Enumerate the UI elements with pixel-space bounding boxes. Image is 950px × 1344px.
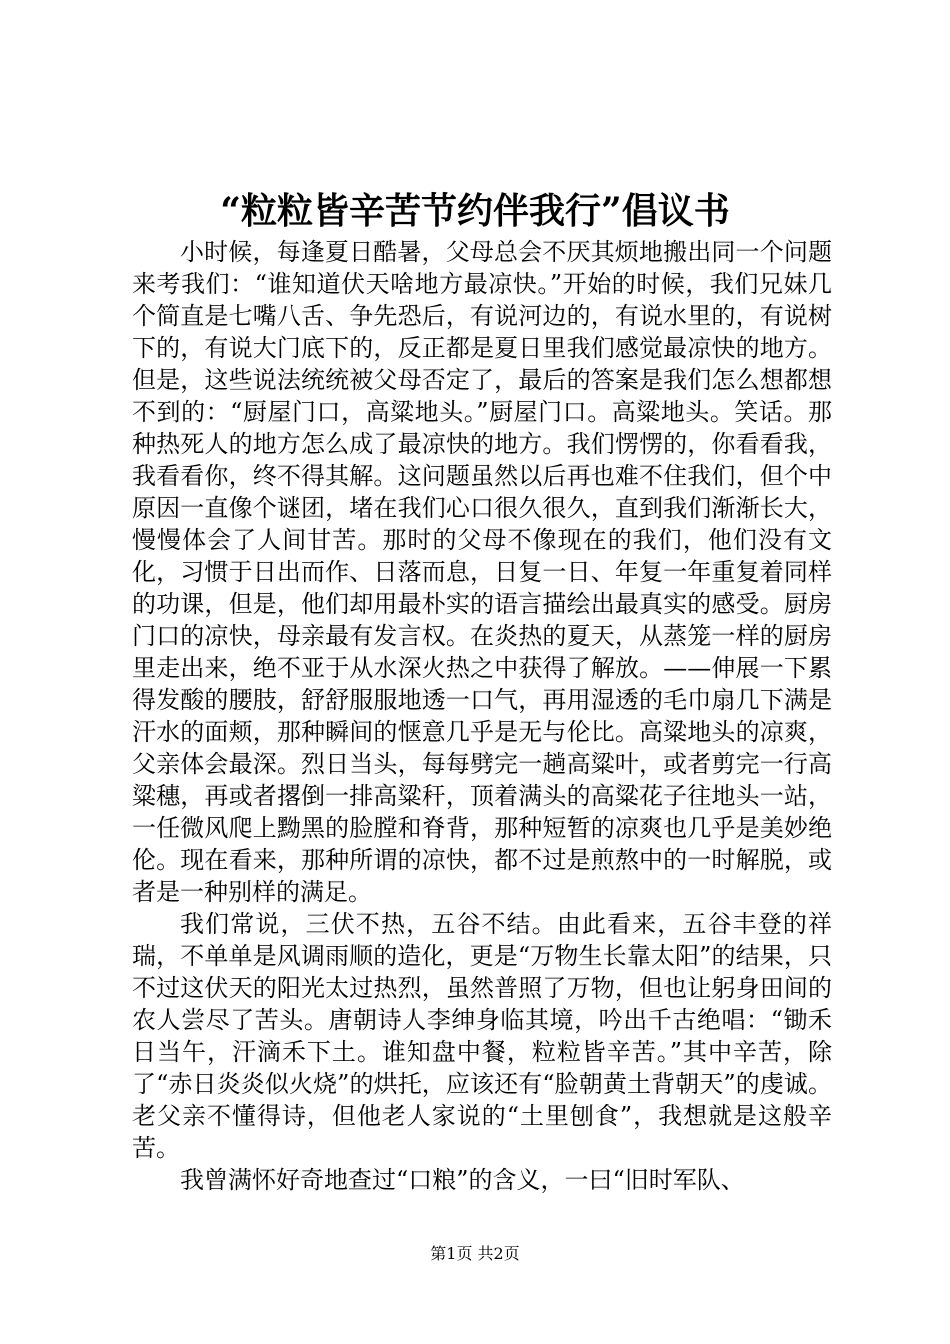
paragraph-1: 小时候，每逢夏日酷暑，父母总会不厌其烦地搬出同一个问题来考我们：“谁知道伏天啥地方最凉快。”开始的时候，我们兄妹几个简直是七嘴八舌、争先恐后，有说河边的，有说水里的，有说树下的，有说大门底下的，反正都是夏日里我们感觉最凉快的地方。但是，这些说法统统被父母否定了，最后的答案是我们怎么想都想不到的：“厨屋门口，高粱地头。”厨屋门口。高粱地头。笑话。那种热死人的地方怎么成了最凉快的地方。我们愣愣的，你看看我，我看看你，终不得其解。这问题虽然以后再也难不住我们，但个中原因一直像个谜团，堵在我们心口很久很久，直到我们渐渐长大，慢慢体会了人间甘苦。那时的父母不像现在的我们，他们没有文化，习惯于日出而作、日落而息，日复一日、年复一年重复着同样的功课，但是，他们却用最朴实的语言描绘出最真实的感受。厨房门口的凉快，母亲最有发言权。在炎热的夏天，从蒸笼一样的厨房里走出来，绝不亚于从水深火热之中获得了解放。——伸展一下累得发酸的腰肢，舒舒服服地透一口气，再用湿透的毛巾扇几下满是汗水的面颊，那种瞬间的惬意几乎是无与伦比。高粱地头的凉爽，父亲体会最深。烈日当头，每每劈完一趟高粱叶，或者剪完一行高粱穗，再或者撂倒一排高粱秆，顶着满头的高粱花子往地头一站，一任微风爬上黝黑的脸膛和脊背，那种短暂的凉爽也几乎是美妙绝伦。现在看来，那种所谓的凉快，都不过是煎熬中的一时解脱，或者是一种别样的满足。 [132,238,832,906]
paragraph-3: 我曾满怀好奇地查过“口粮”的含义，一曰“旧时军队、 [180,1166,745,1194]
page-footer [0,1244,950,1264]
paragraph-2: 我们常说，三伏不热，五谷不结。由此看来，五谷丰登的祥瑞，不单单是风调雨顺的造化，更是“万物生长靠太阳”的结果，只不过这伏天的阳光太过热烈，虽然普照了万物，但也让躬身田间的农人尝尽了苦头。唐朝诗人李绅身临其境，吟出千古绝唱：“锄禾日当午，汗滴禾下土。谁知盘中餐，粒粒皆辛苦。”其中辛苦，除了“赤日炎炎似火烧”的烘托，应该还有“脸朝黄土背朝天”的虔诚。老父亲不懂得诗，但他老人家说的“土里刨食”，我想就是这般辛苦。 [132,910,832,1162]
page-number: 第1页 共2页 [430,1244,520,1263]
document-title: “粒粒皆辛苦节约伴我行”倡议书 [220,190,730,232]
document-body [132,236,832,1196]
